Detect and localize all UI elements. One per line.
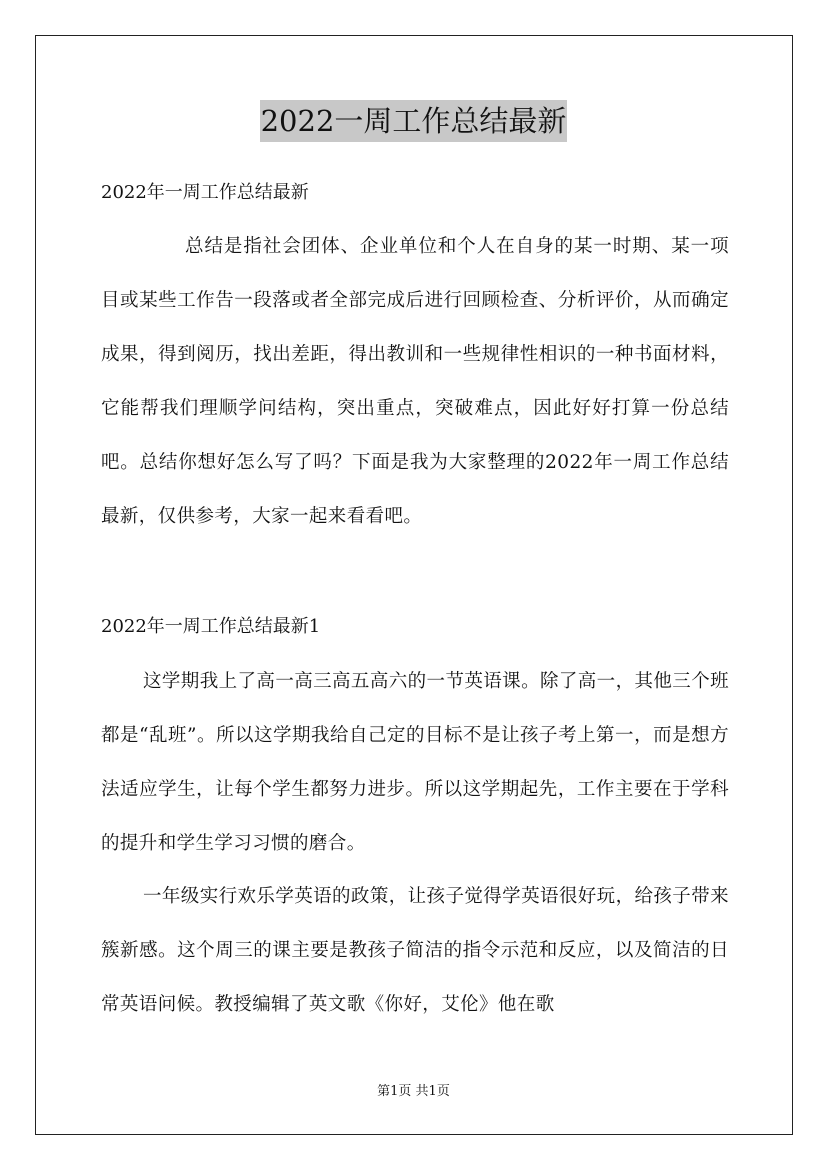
body-paragraph: 这学期我上了高一高三高五高六的一节英语课。除了高一，其他三个班都是“乱班”。所以这学期我给自己定的目标不是让孩子考上第一，而是想方法适应学生，让每个学生都努力进步。所以这学期起先，工作主要在于学科的提升和学生学习习惯的磨合。 <box>101 671 729 854</box>
section-heading: 2022年一周工作总结最新1 <box>101 616 321 637</box>
page-footer: 第1页 共1页 <box>377 1084 450 1099</box>
body-paragraph: 一年级实行欢乐学英语的政策，让孩子觉得学英语很好玩，给孩子带来簇新感。这个周三的课主要是教孩子简洁的指令示范和反应，以及简洁的日常英语问候。教授编辑了英文歌《你好，艾伦》他在歌 <box>101 886 729 1015</box>
document-title: 2022一周工作总结最新 <box>260 100 568 142</box>
intro-paragraph: 总结是指社会团体、企业单位和个人在自身的某一时期、某一项目或某些工作告一段落或者全部完成后进行回顾检查、分析评价，从而确定成果，得到阅历，找出差距，得出教训和一些规律性相识的一种书面材料，它能帮我们理顺学问结构，突出重点，突破难点，因此好好打算一份总结吧。总结你想好怎么写了吗？下面是我为大家整理的2022年一周工作总结最新，仅供参考，大家一起来看看吧。 <box>101 236 729 527</box>
title-container <box>0 100 827 142</box>
document-subtitle: 2022年一周工作总结最新 <box>101 182 309 203</box>
